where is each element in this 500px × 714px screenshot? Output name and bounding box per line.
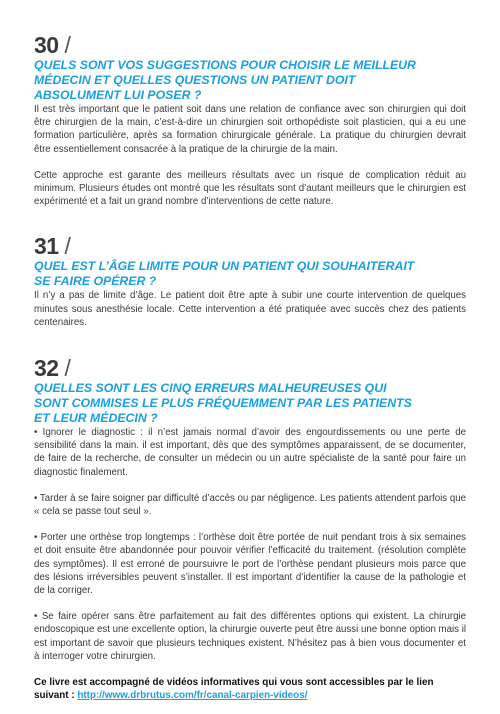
video-note: [34, 676, 466, 702]
video-note-text: Ce livre est accompagné de vidéos informatives qui vous sont accessibles par le lien suivant :: [34, 677, 434, 702]
number-slash: /: [64, 355, 71, 382]
answer-bullet: • Se faire opérer sans être parfaitement au fait des différentes options qui existent. La chirurgie endoscopique est une excellente option, la chirurgie ouverte peut être aussi une bonne option mais il est important de savoir que plusieurs techniques existent. N’hésitez pas à bien vous documenter et à interroger votre chirurgien.: [34, 611, 466, 662]
question-heading: [34, 259, 466, 289]
question-number: [34, 33, 466, 57]
answer-paragraph: Cette approche est garante des meilleurs résultats avec un risque de complication réduit au minimum. Plusieurs études ont montré que les résultats sont d’autant meilleurs que le chirurgien est expérimenté et a fait un grand nombre d’interventions de cette nature.: [34, 169, 466, 208]
answer-bullet: • Ignorer le diagnostic : il n’est jamais normal d’avoir des engourdissements ou une perte de sensibilité dans la main. il est important, dès que des symptômes apparaissent, de se documenter, de faire de la recherche, de consulter un médecin ou un autre spécialiste de la santé pour faire un diagnostic finalement.: [34, 427, 466, 478]
question-line: SONT COMMISES LE PLUS FRÉQUEMMENT PAR LES PATIENTS: [34, 396, 412, 411]
number-text: 30: [34, 32, 59, 58]
answer-paragraph: Il est très important que le patient soit dans une relation de confiance avec son chirurgien qui doit être chirurgien de la main, c’est-à-dire un chirurgien soit orthopédiste soit plasticien, qui a eu une formation particulière, après sa formation chirurgicale générale. La pratique du chirurgien devrait être essentiellement consacrée à la pratique de la chirurgie de la main.: [34, 104, 466, 155]
question-line: QUELLES SONT LES CINQ ERREURS MALHEUREUSES QUI: [34, 381, 387, 396]
faq-section-32: [34, 356, 466, 663]
question-line: QUELS SONT VOS SUGGESTIONS POUR CHOISIR LE MEILLEUR: [34, 58, 416, 72]
question-number: [34, 356, 466, 380]
video-link[interactable]: http://www.drbrutus.com/fr/canal-carpien-videos/: [77, 690, 308, 702]
question-line: QUEL EST L’ÂGE LIMITE POUR UN PATIENT QUI SOUHAITERAIT: [34, 259, 415, 274]
number-slash: /: [64, 32, 71, 58]
question-heading: [34, 381, 466, 426]
number-text: 31: [34, 233, 59, 260]
answer-bullet: • Porter une orthèse trop longtemps : l’orthèse doit être portée de nuit pendant trois à six semaines et doit ensuite être abandonnée pour pouvoir vérifier l’efficacité du traitement. (résolution complète des symptômes). Il est erroné de poursuivre le port de l’orthèse pendant plusieurs mois parce que des lésions irréversibles peuvent s’installer. Il est important d’identifier la cause de la pathologie et de la corriger.: [34, 532, 466, 597]
number-slash: /: [64, 233, 71, 260]
question-heading: [34, 58, 466, 103]
question-line: MÉDECIN ET QUELLES QUESTIONS UN PATIENT DOIT: [34, 73, 356, 87]
question-line: SE FAIRE OPÉRER ?: [34, 274, 157, 289]
question-line: ABSOLUMENT LUI POSER ?: [34, 88, 202, 102]
question-line: ET LEUR MÉDECIN ?: [34, 411, 158, 426]
question-number: [34, 234, 466, 258]
answer-bullet: • Tarder à se faire soigner par difficulté d’accès ou par négligence. Les patients attendent parfois que « cela se passe tout seul ».: [34, 492, 466, 518]
answer-paragraph: Il n’y a pas de limite d’âge. Le patient doit être apte à subir une courte intervention de quelques minutes sous anesthésie locale. Cette intervention a été pratiquée avec succès chez des patients centenaires.: [34, 290, 466, 328]
faq-section-30: [34, 33, 466, 208]
faq-section-31: [34, 234, 466, 329]
number-text: 32: [34, 355, 59, 382]
